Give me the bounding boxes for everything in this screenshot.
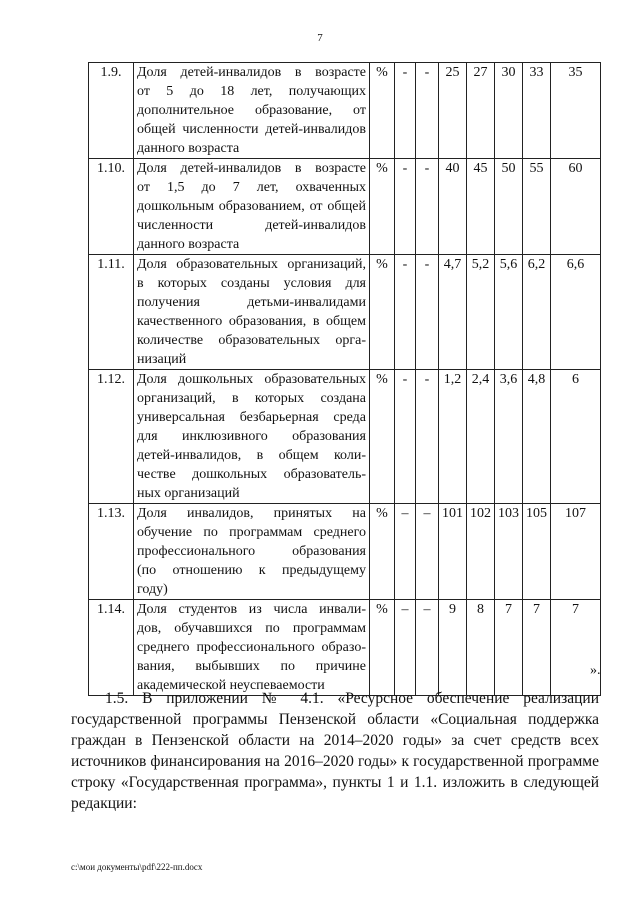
row-description xyxy=(134,504,370,600)
row-unit: % xyxy=(370,159,395,255)
row-value-year-1: 101 xyxy=(439,504,467,600)
row-unit: % xyxy=(370,63,395,159)
row-number: 1.13. xyxy=(89,504,134,600)
row-description xyxy=(134,255,370,370)
row-value-year-2: 8 xyxy=(467,600,495,696)
description-line: вания, выбывших по причине xyxy=(137,659,366,674)
row-value-base-2: - xyxy=(416,63,439,159)
description-line: количестве образовательных орга- xyxy=(137,333,366,348)
row-value-base-2: – xyxy=(416,600,439,696)
row-value-year-4: 55 xyxy=(523,159,551,255)
description-line: честве дошкольных образователь- xyxy=(137,467,366,482)
row-value-year-2: 2,4 xyxy=(467,370,495,504)
row-value-year-5: 60 xyxy=(551,159,601,255)
row-value-year-2: 5,2 xyxy=(467,255,495,370)
row-value-year-4: 6,2 xyxy=(523,255,551,370)
paragraph-1-5: 1.5. В приложении № 4.1. «Ресурсное обеспечение реализации государственной программы Пензенской области «Социальная поддержка граждан в Пензенской области на 2014–2020 годы» за счет средств всех источников финансирования на 2016–2020 годы» к государственной программе строку «Государственная программа», пункты 1 и 1.1. изложить в следующей редакции: xyxy=(71,690,599,812)
table-row xyxy=(89,600,601,696)
row-value-year-3: 30 xyxy=(495,63,523,159)
description-line: данного возраста xyxy=(137,141,240,156)
description-line: детей-инвалидов, в общем коли- xyxy=(137,448,366,463)
row-value-year-3: 3,6 xyxy=(495,370,523,504)
description-line: низаций xyxy=(137,352,187,367)
description-line: от 1,5 до 7 лет, охваченных xyxy=(137,180,366,195)
description-line: Доля инвалидов, принятых на xyxy=(137,506,366,521)
row-value-year-3: 103 xyxy=(495,504,523,600)
row-number: 1.14. xyxy=(89,600,134,696)
row-value-year-1: 40 xyxy=(439,159,467,255)
row-value-year-3: 50 xyxy=(495,159,523,255)
table-row xyxy=(89,255,601,370)
footer-file-path: c:\мои документы\pdf\222-пп.docx xyxy=(71,862,203,872)
table-row xyxy=(89,504,601,600)
description-line: данного возраста xyxy=(137,237,240,252)
row-value-year-2: 45 xyxy=(467,159,495,255)
description-line: дов, обучавшихся по программам xyxy=(137,621,366,636)
description-line: году) xyxy=(137,582,168,597)
description-line: общей численности детей-инвалидов xyxy=(137,122,366,137)
description-line: Доля образовательных организаций, xyxy=(137,257,366,272)
row-value-base-1: - xyxy=(395,370,416,504)
row-unit: % xyxy=(370,255,395,370)
description-line: качественного образования, в общем xyxy=(137,314,366,329)
description-line: дополнительное образование, от xyxy=(137,103,366,118)
description-line: академической неуспеваемости xyxy=(137,678,325,693)
row-value-base-1: – xyxy=(395,600,416,696)
row-value-year-1: 1,2 xyxy=(439,370,467,504)
row-unit: % xyxy=(370,600,395,696)
row-value-base-2: - xyxy=(416,370,439,504)
row-value-base-2: - xyxy=(416,159,439,255)
description-line: Доля студентов из числа инвали- xyxy=(137,602,366,617)
row-value-year-2: 102 xyxy=(467,504,495,600)
table-row xyxy=(89,159,601,255)
description-line: Доля детей-инвалидов в возрасте xyxy=(137,65,366,80)
row-unit: % xyxy=(370,370,395,504)
description-line: для инклюзивного образования xyxy=(137,429,366,444)
row-description xyxy=(134,63,370,159)
description-line: в которых созданы условия для xyxy=(137,276,366,291)
row-unit: % xyxy=(370,504,395,600)
row-description xyxy=(134,159,370,255)
indicators-table xyxy=(88,62,601,696)
row-value-base-2: – xyxy=(416,504,439,600)
description-line: получения детьми-инвалидами xyxy=(137,295,366,310)
indicators-table-body xyxy=(89,63,601,696)
row-description xyxy=(134,600,370,696)
row-number: 1.11. xyxy=(89,255,134,370)
row-value-base-1: – xyxy=(395,504,416,600)
row-value-year-5: 107 xyxy=(551,504,601,600)
row-value-year-4: 4,8 xyxy=(523,370,551,504)
closing-quote-mark: ». xyxy=(590,663,601,678)
description-line: среднего профессионального образо- xyxy=(137,640,366,655)
description-line: Доля дошкольных образовательных xyxy=(137,372,366,387)
description-line: от 5 до 18 лет, получающих xyxy=(137,84,366,99)
row-value-year-4: 105 xyxy=(523,504,551,600)
row-value-year-1: 4,7 xyxy=(439,255,467,370)
row-value-year-2: 27 xyxy=(467,63,495,159)
table-row xyxy=(89,63,601,159)
row-number: 1.10. xyxy=(89,159,134,255)
description-line: профессионального образования xyxy=(137,544,366,559)
description-line: организаций, в которых создана xyxy=(137,391,366,406)
row-value-year-1: 25 xyxy=(439,63,467,159)
row-value-year-1: 9 xyxy=(439,600,467,696)
row-value-year-5: 6,6 xyxy=(551,255,601,370)
description-line: ных организаций xyxy=(137,486,240,501)
description-line: универсальная безбарьерная среда xyxy=(137,410,366,425)
page-number: 7 xyxy=(317,32,323,44)
row-value-year-5: 35 xyxy=(551,63,601,159)
row-value-base-1: - xyxy=(395,159,416,255)
row-value-year-5: 6 xyxy=(551,370,601,504)
row-value-base-2: - xyxy=(416,255,439,370)
row-value-year-3: 7 xyxy=(495,600,523,696)
description-line: (по отношению к предыдущему xyxy=(137,563,366,578)
row-value-base-1: - xyxy=(395,63,416,159)
row-value-year-5: 7 xyxy=(551,600,601,696)
row-number: 1.9. xyxy=(89,63,134,159)
row-value-base-1: - xyxy=(395,255,416,370)
row-value-year-4: 33 xyxy=(523,63,551,159)
description-line: дошкольным образованием, от общей xyxy=(137,199,366,214)
description-line: Доля детей-инвалидов в возрасте xyxy=(137,161,366,176)
description-line: обучение по программам среднего xyxy=(137,525,366,540)
row-value-year-3: 5,6 xyxy=(495,255,523,370)
row-value-year-4: 7 xyxy=(523,600,551,696)
table-row xyxy=(89,370,601,504)
description-line: численности детей-инвалидов xyxy=(137,218,366,233)
row-number: 1.12. xyxy=(89,370,134,504)
row-description xyxy=(134,370,370,504)
